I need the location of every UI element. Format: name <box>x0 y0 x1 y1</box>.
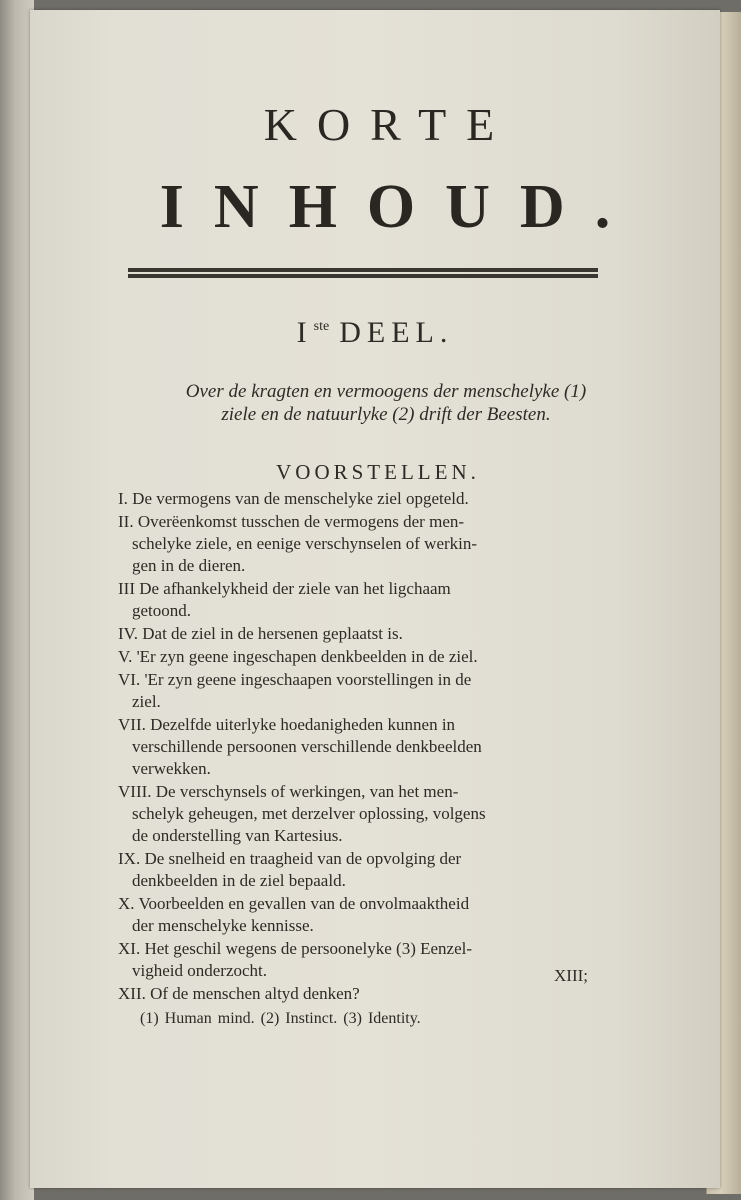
toc-item <box>118 893 638 937</box>
toc-item <box>118 623 638 645</box>
toc-item-continuation: der menschelyke kennisse. <box>132 916 314 935</box>
toc-item-line: II. Overëenkomst tusschen de vermogens der men- <box>118 512 465 531</box>
toc-item-line: V. 'Er zyn geene ingeschapen denkbeelden in de ziel. <box>118 647 478 666</box>
part-superscript: ste <box>313 319 330 334</box>
decorative-rule <box>128 268 598 280</box>
toc-item <box>118 848 638 892</box>
toc-item-line: XII. Of de menschen altyd denken? <box>118 984 360 1003</box>
toc-item-line: VII. Dezelfde uiterlyke hoedanigheden kunnen in <box>118 715 456 734</box>
toc-item-continuation: vigheid onderzocht. <box>132 961 268 980</box>
toc-item <box>118 646 638 668</box>
toc-item-line: X. Voorbeelden en gevallen van de onvolmaaktheid <box>118 894 470 913</box>
toc-item <box>118 781 638 847</box>
toc-item <box>118 714 638 780</box>
toc-item-continuation: denkbeelden in de ziel bepaald. <box>132 871 346 890</box>
footnotes: (1) Human mind. (2) Instinct. (3) Identity. <box>140 1010 421 1027</box>
toc-item-line: VI. 'Er zyn geene ingeschaapen voorstellingen in de <box>118 670 472 689</box>
catchword: XIII; <box>554 966 588 985</box>
toc-list <box>118 488 638 1006</box>
toc-item-continuation: verschillende persoonen verschillende denkbeelden <box>132 737 482 756</box>
toc-item <box>118 511 638 577</box>
toc-item-continuation: gen in de dieren. <box>132 556 246 575</box>
subtitle-line-2: ziele en de natuurlyke (2) drift der Beesten. <box>221 404 551 425</box>
book-page <box>30 10 720 1188</box>
toc-item-continuation: de onderstelling van Kartesius. <box>132 826 343 845</box>
toc-item-line: III De afhankelykheid der ziele van het ligchaam <box>118 579 451 598</box>
toc-item-line: VIII. De verschynsels of werkingen, van het men- <box>118 782 459 801</box>
toc-item <box>118 983 638 1005</box>
toc-item-continuation: getoond. <box>132 601 192 620</box>
toc-item <box>118 669 638 713</box>
toc-item-line: IX. De snelheid en traagheid van de opvolging der <box>118 849 462 868</box>
subtitle-line-1: Over de kragten en vermoogens der menschelyke (1) <box>185 381 587 402</box>
toc-item <box>118 578 638 622</box>
part-subtitle <box>30 380 720 426</box>
book-spine-edge <box>0 0 34 1200</box>
title-korte: KORTE <box>263 99 515 150</box>
toc-item-continuation: verwekken. <box>132 759 211 778</box>
toc-item-continuation: ziel. <box>132 692 161 711</box>
part-number: I <box>296 316 313 349</box>
toc-item-line: I. De vermogens van de menschelyke ziel opgeteld. <box>118 489 469 508</box>
toc-item <box>118 488 638 510</box>
part-label: DEEL. <box>339 316 454 349</box>
toc-item-line: XI. Het geschil wegens de persoonelyke (3) Eenzel- <box>118 939 473 958</box>
toc-item-line: IV. Dat de ziel in de hersenen geplaatst is. <box>118 624 403 643</box>
section-heading: VOORSTELLEN. <box>276 460 480 484</box>
toc-item-continuation: schelyke ziele, en eenige verschynselen of werkin- <box>132 534 478 553</box>
toc-item-continuation: schelyk geheugen, met derzelver oplossing, volgens <box>132 804 486 823</box>
part-heading <box>30 316 720 350</box>
title-inhoud: INHOUD. <box>159 173 641 241</box>
